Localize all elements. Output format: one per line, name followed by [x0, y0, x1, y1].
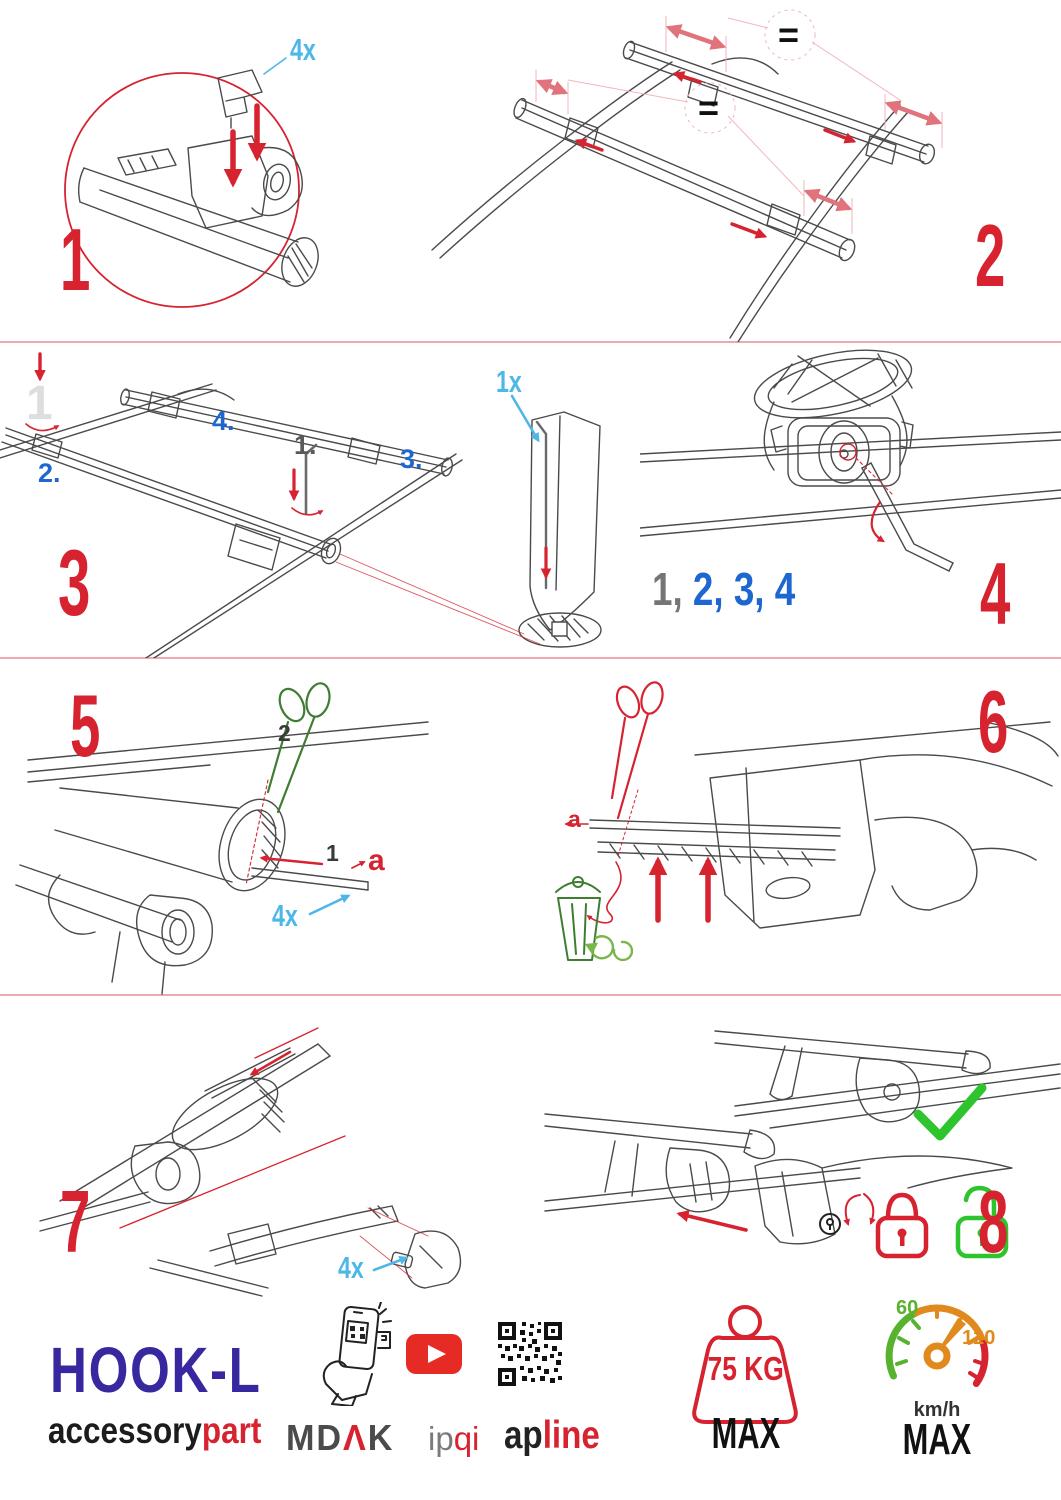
step-6-number: 6 [978, 672, 1009, 771]
speed-low-label: 60 [896, 1297, 919, 1319]
step4-sequence-text [652, 563, 831, 615]
step3-sublabel-3: 3. [400, 444, 423, 474]
step5-quantity-label: 4x [272, 898, 298, 933]
step-2-number: 2 [975, 206, 1006, 305]
step-8-number: 8 [978, 1172, 1009, 1271]
step-8-panel [530, 996, 1061, 1300]
equality-badge-2: = [698, 87, 720, 128]
step6-dimension-a: a [568, 806, 581, 832]
step-7-number: 7 [60, 1172, 91, 1271]
ipqi-red: qi [453, 1420, 480, 1457]
step-4-panel [640, 342, 1061, 658]
step3-sublabel-1: 1. [294, 430, 317, 460]
step-4-number: 4 [980, 544, 1011, 643]
step-3-number: 3 [58, 530, 91, 635]
ipqi-gray: ip [428, 1420, 454, 1457]
qr-code [498, 1322, 562, 1386]
ipqi-logo [428, 1422, 479, 1455]
step-5-panel [0, 660, 530, 996]
step-7-panel [0, 996, 530, 1300]
step5-dimension-a: a [368, 844, 385, 877]
step4-seq-blue: 2, 3, 4 [682, 563, 796, 615]
step3-sublabel-4: 4. [212, 406, 235, 436]
step5-scissors-label: 2 [278, 720, 291, 746]
brand-black-part: accessory [48, 1410, 202, 1451]
footer-panel [0, 1297, 1061, 1500]
brand-red-part: part [201, 1410, 262, 1451]
step-2-panel [430, 0, 1061, 342]
step2-crossbar-spacing-drawing [430, 0, 1061, 342]
step3-sublabel-2: 2. [38, 458, 61, 488]
mdak-logo [286, 1417, 400, 1458]
youtube-icon [406, 1334, 462, 1374]
product-name: HOOK-L [50, 1334, 262, 1406]
mdak-red: Λ [343, 1417, 368, 1458]
apline-dark: ap [504, 1414, 543, 1457]
step7-quantity-label: 4x [338, 1250, 364, 1285]
brand-logo [48, 1412, 299, 1449]
apline-red: line [542, 1414, 600, 1457]
step-3-panel [0, 342, 640, 658]
step-6-panel [530, 660, 1061, 996]
apline-logo [504, 1416, 617, 1455]
step3-ghost-one: 1 [26, 377, 53, 430]
step3-assembly-overview-drawing [0, 342, 640, 658]
equality-badge-1: = [778, 14, 800, 55]
step3-quantity-label: 1x [496, 364, 522, 399]
mdak-gray2: K [367, 1417, 395, 1458]
phone-qr-scan-icon [316, 1302, 394, 1406]
step-1-number: 1 [60, 210, 91, 309]
speedometer-icon [872, 1294, 1002, 1406]
mdak-gray1: MD [286, 1417, 343, 1458]
speed-unit-label: km/h [913, 1399, 961, 1421]
speed-max-label: MAX [902, 1415, 972, 1464]
step5-strip-label: 1 [326, 840, 339, 866]
speed-high-label: 120 [962, 1327, 996, 1349]
step1-quantity-label: 4x [290, 32, 316, 67]
weight-value: 75 KG [707, 1350, 784, 1387]
step4-seq-gray: 1, [652, 563, 683, 615]
step-5-number: 5 [70, 676, 101, 775]
step-1-panel [0, 0, 430, 342]
weight-max-label: MAX [711, 1409, 780, 1458]
